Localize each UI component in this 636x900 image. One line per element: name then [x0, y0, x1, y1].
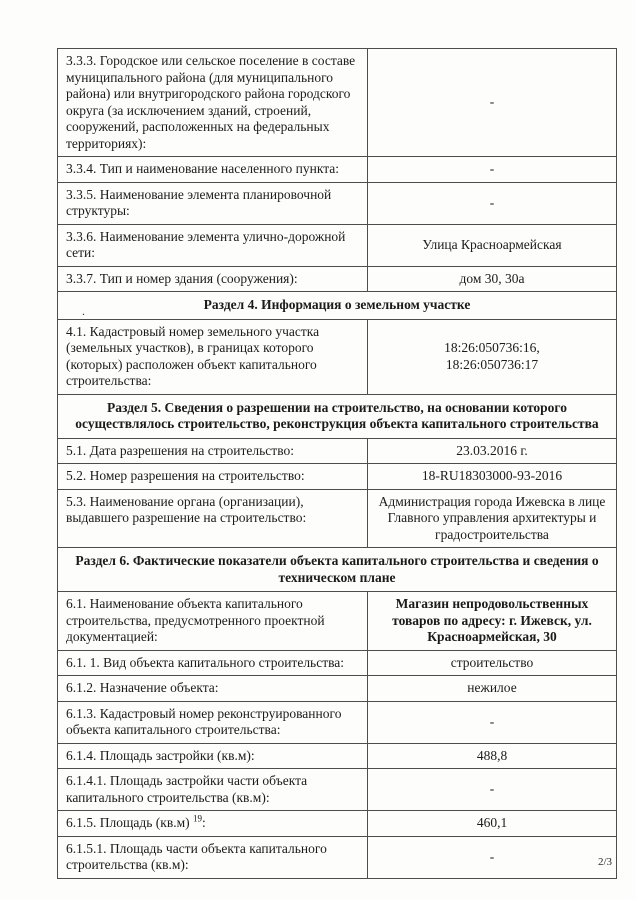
table-row	[58, 701, 617, 743]
field-label: 5.2. Номер разрешения на строительство:	[58, 464, 368, 490]
table-row	[58, 743, 617, 769]
table-row	[58, 769, 617, 811]
field-value: нежилое	[368, 676, 617, 702]
field-label: 3.3.4. Тип и наименование населенного пункта:	[58, 157, 368, 183]
field-label: 6.1. Наименование объекта капитального строительства, предусмотренного проектной документацией:	[58, 592, 368, 651]
table-row	[58, 157, 617, 183]
field-label: 6.1.5.1. Площадь части объекта капитального строительства (кв.м):	[58, 836, 368, 878]
table-row	[58, 49, 617, 157]
field-value: 18-RU18303000-93-2016	[368, 464, 617, 490]
field-value: Администрация города Ижевска в лице Главного управления архитектуры и градостроительства	[368, 489, 617, 548]
page-number: 2/3	[597, 856, 612, 868]
table-row	[58, 650, 617, 676]
table-row	[58, 592, 617, 651]
table-row	[58, 266, 617, 292]
field-label: 6.1.3. Кадастровый номер реконструированного объекта капитального строительства:	[58, 701, 368, 743]
table-row	[58, 182, 617, 224]
field-value: -	[368, 182, 617, 224]
field-label: 3.3.3. Городское или сельское поселение в составе муниципального района (для муниципального района) или внутригородского района городского округа (за исключением зданий, строений, сооружений, расположенных на федеральных территориях):	[58, 49, 368, 157]
stray-scan-mark: .	[82, 304, 85, 318]
table-body	[58, 49, 617, 879]
table-row	[58, 464, 617, 490]
field-label: 6.1.2. Назначение объекта:	[58, 676, 368, 702]
field-label: 6.1. 1. Вид объекта капитального строительства:	[58, 650, 368, 676]
field-label: 3.3.7. Тип и номер здания (сооружения):	[58, 266, 368, 292]
field-label: 5.1. Дата разрешения на строительство:	[58, 438, 368, 464]
field-value: Магазин непродовольственных товаров по адресу: г. Ижевск, ул. Красноармейская, 30	[368, 592, 617, 651]
section-header-row	[58, 394, 617, 438]
section-title: Раздел 5. Сведения о разрешении на строительство, на основании которого осуществлялось строительство, реконструкция объекта капитального строительства	[58, 394, 617, 438]
field-label: 6.1.4.1. Площадь застройки части объекта капитального строительства (кв.м):	[58, 769, 368, 811]
document-table	[57, 48, 617, 879]
table-row	[58, 438, 617, 464]
field-value: Улица Красноармейская	[368, 224, 617, 266]
table-row	[58, 319, 617, 394]
field-label: 3.3.5. Наименование элемента планировочной структуры:	[58, 182, 368, 224]
field-value: -	[368, 701, 617, 743]
table-row	[58, 811, 617, 837]
field-value: 23.03.2016 г.	[368, 438, 617, 464]
footnote-reference: 19	[193, 813, 202, 824]
field-label: 6.1.4. Площадь застройки (кв.м):	[58, 743, 368, 769]
field-value: 460,1	[368, 811, 617, 837]
field-label: 4.1. Кадастровый номер земельного участка (земельных участков), в границах которого (которых) расположен объект капитального строительства:	[58, 319, 368, 394]
section-header-row	[58, 548, 617, 592]
field-value: строительство	[368, 650, 617, 676]
table-row	[58, 676, 617, 702]
field-label: 6.1.5. Площадь (кв.м) $^{19}$:	[58, 811, 368, 837]
field-value: -	[368, 157, 617, 183]
field-value: -	[368, 769, 617, 811]
section-header-row	[58, 292, 617, 320]
section-title: Раздел 6. Фактические показатели объекта капитального строительства и сведения о техническом плане	[58, 548, 617, 592]
section-title: Раздел 4. Информация о земельном участке .	[58, 292, 617, 320]
table-row	[58, 224, 617, 266]
field-value: дом 30, 30а	[368, 266, 617, 292]
table-row	[58, 489, 617, 548]
field-value: -	[368, 836, 617, 878]
field-value: 18:26:050736:16, 18:26:050736:17	[368, 319, 617, 394]
field-value: 488,8	[368, 743, 617, 769]
field-value: -	[368, 49, 617, 157]
table-row	[58, 836, 617, 878]
field-label: 5.3. Наименование органа (организации), выдавшего разрешение на строительство:	[58, 489, 368, 548]
field-label: 3.3.6. Наименование элемента улично-дорожной сети:	[58, 224, 368, 266]
